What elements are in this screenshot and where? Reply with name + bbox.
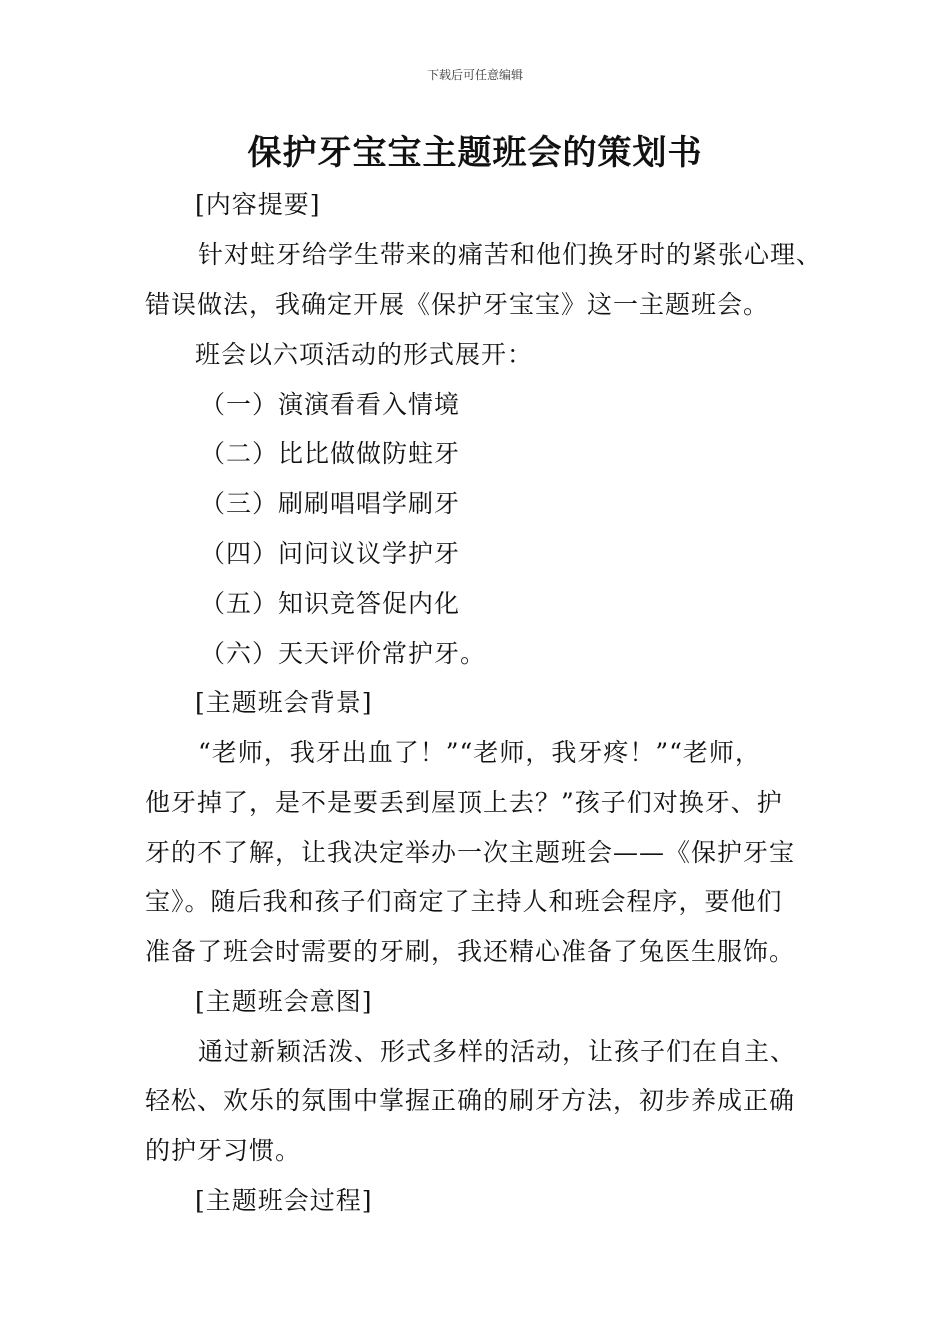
summary-paragraph-line: 错误做法，我确定开展《保护牙宝宝》这一主题班会。 bbox=[145, 290, 770, 319]
activity-item: （三）刷刷唱唱学刷牙 bbox=[200, 489, 461, 518]
background-paragraph-line: 他牙掉了，是不是要丢到屋顶上去？”孩子们对换牙、护 bbox=[145, 788, 783, 817]
activity-item: （五）知识竞答促内化 bbox=[200, 589, 461, 618]
summary-activities-intro: 班会以六项活动的形式展开： bbox=[195, 340, 534, 369]
header-note: 下载后可任意编辑 bbox=[426, 68, 523, 82]
activity-item: （一）演演看看入情境 bbox=[200, 390, 461, 419]
intent-paragraph-line: 轻松、欢乐的氛围中掌握正确的刷牙方法，初步养成正确 bbox=[145, 1086, 796, 1115]
document-title: 保护牙宝宝主题班会的策划书 bbox=[247, 133, 703, 173]
background-paragraph-line: 准备了班会时需要的牙刷，我还精心准备了兔医生服饰。 bbox=[145, 937, 796, 966]
background-paragraph-line: 牙的不了解，让我决定举办一次主题班会——《保护牙宝 bbox=[145, 838, 796, 867]
background-paragraph-line: “老师，我牙出血了！”“老师，我牙疼！”“老师， bbox=[198, 738, 761, 767]
background-heading: [主题班会背景] bbox=[195, 688, 373, 717]
activity-item: （二）比比做做防蛀牙 bbox=[200, 439, 461, 468]
process-heading: [主题班会过程] bbox=[195, 1186, 373, 1215]
summary-paragraph-line: 针对蛀牙给学生带来的痛苦和他们换牙时的紧张心理、 bbox=[198, 240, 823, 269]
activity-item: （四）问问议议学护牙 bbox=[200, 539, 461, 568]
intent-paragraph-line: 的护牙习惯。 bbox=[145, 1136, 302, 1165]
intent-heading: [主题班会意图] bbox=[195, 987, 373, 1016]
intent-paragraph-line: 通过新颖活泼、形式多样的活动，让孩子们在自主、 bbox=[198, 1037, 797, 1066]
activity-item: （六）天天评价常护牙。 bbox=[200, 639, 487, 668]
background-paragraph-line: 宝》。随后我和孩子们商定了主持人和班会程序，要他们 bbox=[145, 887, 783, 916]
summary-heading: [内容提要] bbox=[195, 190, 321, 219]
